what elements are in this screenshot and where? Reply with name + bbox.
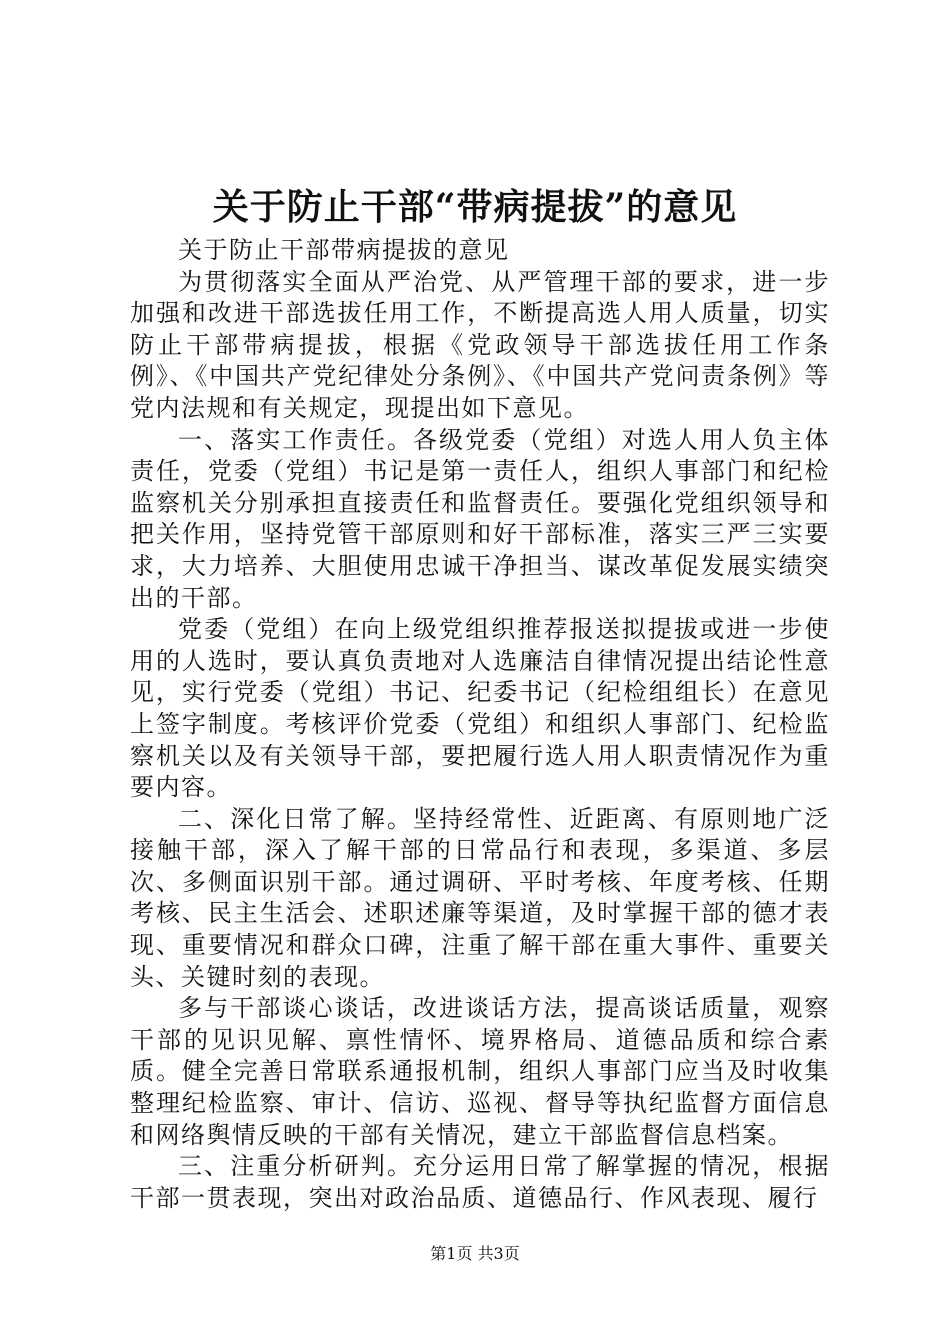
paragraph-section-3: 三、注重分析研判。充分运用日常了解掌握的情况，根据干部一贯表现，突出对政治品质、道德品行、作风表现、履行 xyxy=(130,1152,830,1212)
page-number-footer: 第1页 共3页 xyxy=(430,1244,520,1263)
paragraph-section-1: 一、落实工作责任。各级党委（党组）对选人用人负主体责任，党委（党组）书记是第一责任人，组织人事部门和纪检监察机关分别承担直接责任和监督责任。要强化党组织领导和把关作用，坚持党管干部原则和好干部标准，落实三严三实要求，大力培养、大胆使用忠诚干净担当、谋改革促发展实绩突出的干部。 xyxy=(130,425,830,612)
paragraph-subtitle: 关于防止干部带病提拔的意见 xyxy=(178,236,510,264)
paragraph-section-2-detail: 多与干部谈心谈话，改进谈话方法，提高谈话质量，观察干部的见识见解、禀性情怀、境界格局、道德品质和综合素质。健全完善日常联系通报机制，组织人事部门应当及时收集整理纪检监察、审计、信访、巡视、督导等执纪监督方面信息和网络舆情反映的干部有关情况，建立干部监督信息档案。 xyxy=(130,994,830,1149)
document-body xyxy=(130,235,830,1214)
document-title: 关于防止干部“带病提拔”的意见 xyxy=(212,186,738,228)
paragraph-section-2: 二、深化日常了解。坚持经常性、近距离、有原则地广泛接触干部，深入了解干部的日常品行和表现，多渠道、多层次、多侧面识别干部。通过调研、平时考核、年度考核、任期考核、民主生活会、述职述廉等渠道，及时掌握干部的德才表现、重要情况和群众口碑，注重了解干部在重大事件、重要关头、关键时刻的表现。 xyxy=(130,804,830,991)
paragraph-section-1-detail: 党委（党组）在向上级党组织推荐报送拟提拔或进一步使用的人选时，要认真负责地对人选廉洁自律情况提出结论性意见，实行党委（党组）书记、纪委书记（纪检组组长）在意见上签字制度。考核评价党委（党组）和组织人事部门、纪检监察机关以及有关领导干部，要把履行选人用人职责情况作为重要内容。 xyxy=(130,615,830,802)
paragraph-intro: 为贯彻落实全面从严治党、从严管理干部的要求，进一步加强和改进干部选拔任用工作，不断提高选人用人质量，切实防止干部带病提拔，根据《党政领导干部选拔任用工作条例》、《中国共产党纪律处分条例》、《中国共产党问责条例》等党内法规和有关规定，现提出如下意见。 xyxy=(130,267,830,422)
